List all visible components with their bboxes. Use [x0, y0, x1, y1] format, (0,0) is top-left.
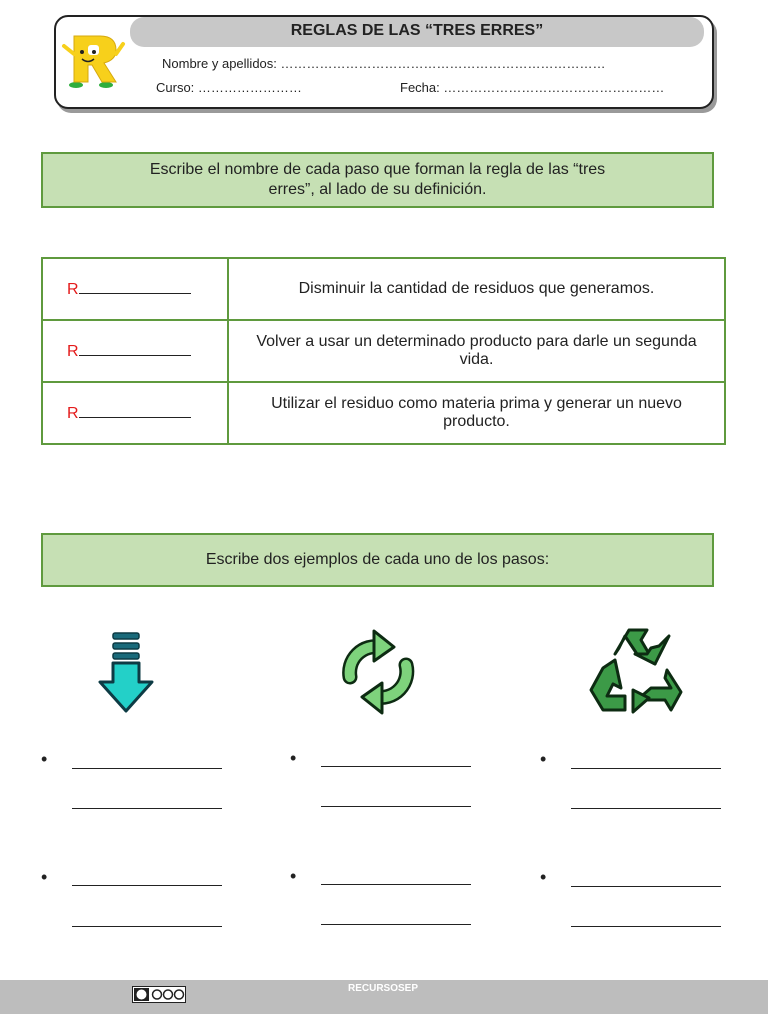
table-row: [42, 258, 725, 320]
answer-line[interactable]: [571, 926, 721, 927]
course-field[interactable]: Curso: ……………………: [156, 80, 302, 95]
bullet: •: [540, 867, 547, 887]
footer-brand: RECURSOSEP: [347, 983, 418, 994]
answer-line[interactable]: [321, 766, 471, 767]
bullet: •: [41, 867, 48, 887]
answer-line[interactable]: [72, 768, 222, 769]
answer-line[interactable]: [321, 884, 471, 885]
definition-cell: Volver a usar un determinado producto para darle un segunda vida.: [228, 320, 725, 382]
answer-line[interactable]: [79, 403, 191, 418]
date-field[interactable]: Fecha: ……………………………………………: [400, 80, 665, 95]
answer-line[interactable]: [79, 341, 191, 356]
name-field[interactable]: Nombre y apellidos: …………………………………………………………………: [162, 56, 606, 71]
r-letter: R: [67, 405, 79, 422]
r-letter: R: [67, 281, 79, 298]
bullet: •: [290, 748, 297, 768]
answer-line[interactable]: [321, 924, 471, 925]
answer-line[interactable]: [321, 806, 471, 807]
table-row: [42, 382, 725, 444]
instruction-box-names: Escribe el nombre de cada paso que forman la regla de las “tres erres”, al lado de su definición.: [41, 152, 714, 208]
table-row: [42, 320, 725, 382]
instruction-box-examples: Escribe dos ejemplos de cada uno de los pasos:: [41, 533, 714, 587]
recycle-icon: [585, 624, 685, 718]
answer-line[interactable]: [571, 886, 721, 887]
steps-table: [41, 257, 726, 445]
answer-cell[interactable]: [42, 382, 228, 444]
answer-line[interactable]: [79, 279, 191, 294]
cc-license-badge: [132, 986, 186, 1003]
r-letter: R: [67, 343, 79, 360]
definition-cell: Disminuir la cantidad de residuos que generamos.: [228, 258, 725, 320]
bullet: •: [41, 749, 48, 769]
answer-cell[interactable]: [42, 320, 228, 382]
reuse-cycle-icon: [334, 625, 422, 717]
answer-line[interactable]: [72, 885, 222, 886]
answer-line[interactable]: [571, 768, 721, 769]
answer-cell[interactable]: [42, 258, 228, 320]
answer-line[interactable]: [72, 808, 222, 809]
worksheet-title: REGLAS DE LAS “TRES ERRES”: [130, 17, 704, 47]
bullet: •: [290, 866, 297, 886]
reduce-arrow-icon: [94, 630, 158, 716]
answer-line[interactable]: [72, 926, 222, 927]
definition-cell: Utilizar el residuo como materia prima y generar un nuevo producto.: [228, 382, 725, 444]
r-mascot-logo: [60, 30, 126, 90]
answer-line[interactable]: [571, 808, 721, 809]
bullet: •: [540, 749, 547, 769]
